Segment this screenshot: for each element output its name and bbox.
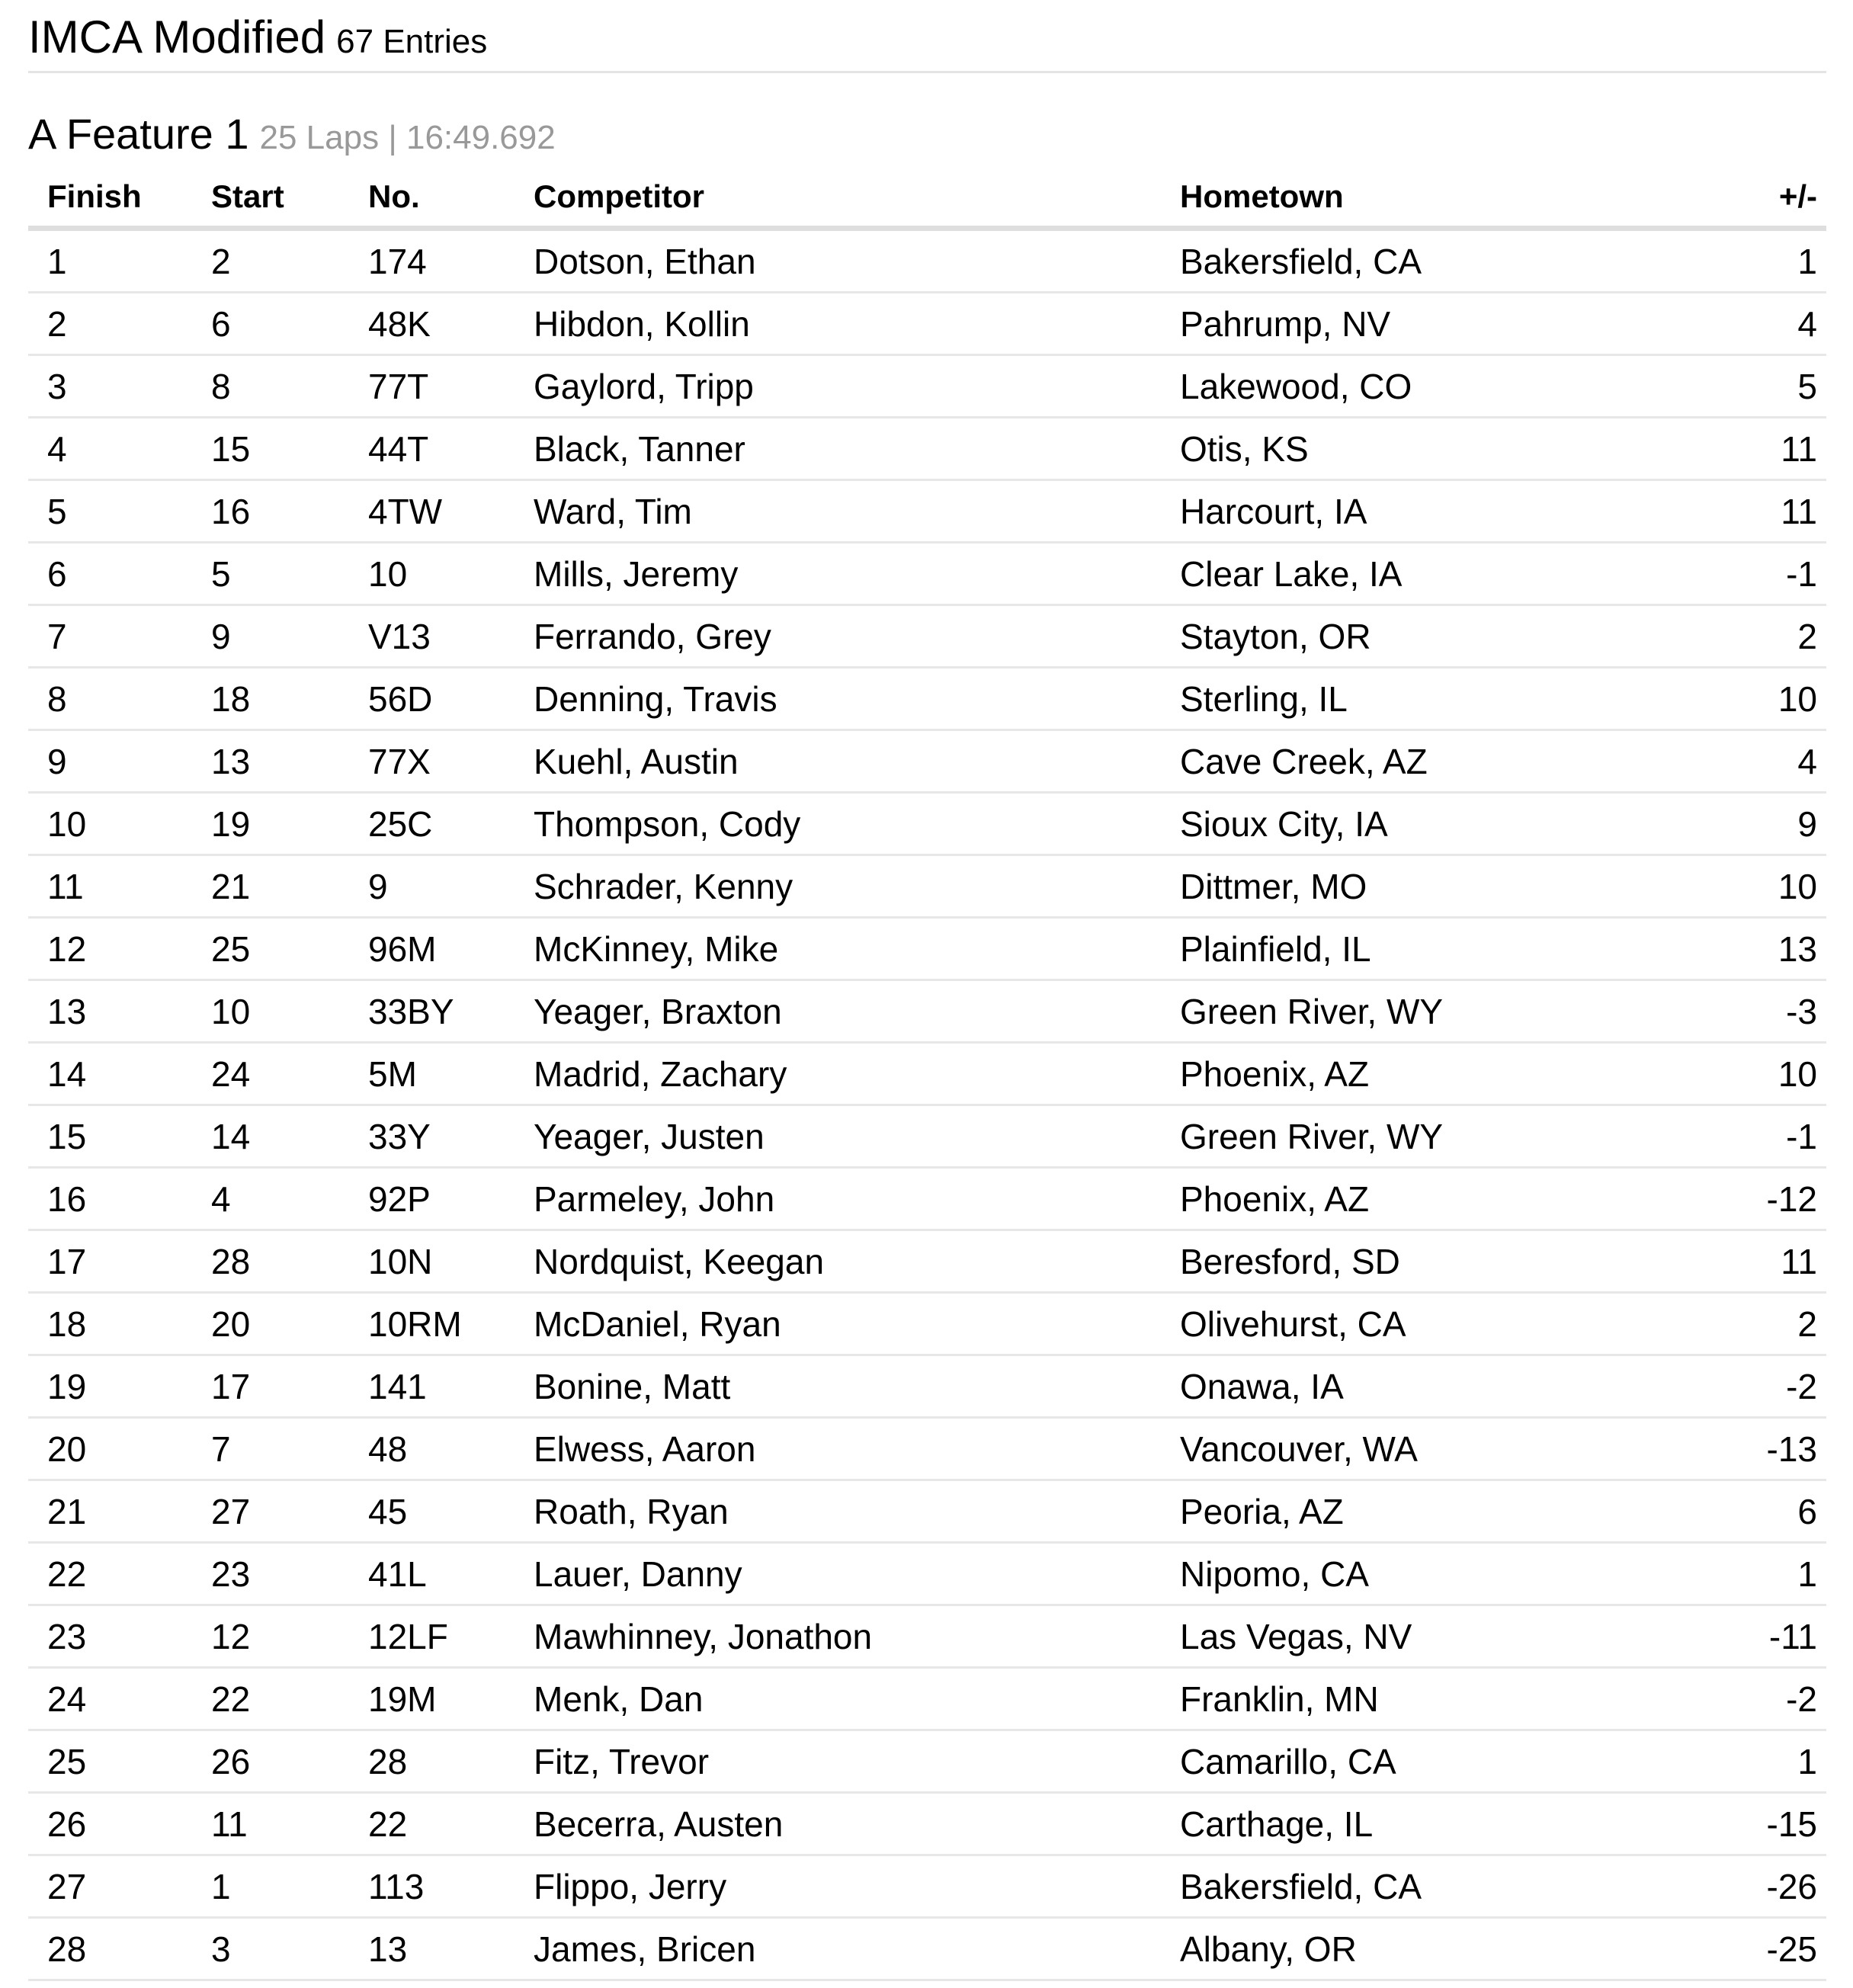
- table-row: [28, 605, 1826, 668]
- cell-plus-minus: 6: [1744, 1480, 1826, 1543]
- cell-finish: 2: [28, 293, 211, 355]
- cell-competitor: Denning, Travis: [534, 668, 1180, 730]
- cell-hometown: Bakersfield, CA: [1180, 1855, 1744, 1918]
- table-row: [28, 1105, 1826, 1168]
- cell-plus-minus: -25: [1744, 1918, 1826, 1980]
- cell-hometown: Clear Lake, IA: [1180, 543, 1744, 605]
- cell-number: 28: [368, 1730, 534, 1793]
- results-body: [28, 229, 1826, 1980]
- cell-start: 20: [211, 1293, 368, 1355]
- cell-start: 25: [211, 918, 368, 980]
- cell-start: 5: [211, 543, 368, 605]
- table-row: [28, 1855, 1826, 1918]
- table-row: [28, 1793, 1826, 1855]
- cell-plus-minus: 11: [1744, 1230, 1826, 1293]
- cell-competitor: Dotson, Ethan: [534, 229, 1180, 293]
- cell-competitor: Mawhinney, Jonathon: [534, 1605, 1180, 1668]
- cell-hometown: Carthage, IL: [1180, 1793, 1744, 1855]
- header-start: Start: [211, 174, 368, 229]
- cell-number: 19M: [368, 1668, 534, 1730]
- table-row: [28, 355, 1826, 418]
- cell-finish: 12: [28, 918, 211, 980]
- feature-meta: 25 Laps | 16:49.692: [259, 119, 556, 156]
- cell-start: 1: [211, 1855, 368, 1918]
- cell-finish: 16: [28, 1168, 211, 1230]
- cell-start: 15: [211, 418, 368, 480]
- header-number: No.: [368, 174, 534, 229]
- cell-start: 16: [211, 480, 368, 543]
- table-row: [28, 1480, 1826, 1543]
- cell-competitor: Kuehl, Austin: [534, 730, 1180, 793]
- cell-hometown: Beresford, SD: [1180, 1230, 1744, 1293]
- cell-start: 21: [211, 855, 368, 918]
- table-row: [28, 855, 1826, 918]
- table-row: [28, 793, 1826, 855]
- table-row: [28, 543, 1826, 605]
- cell-plus-minus: 10: [1744, 668, 1826, 730]
- cell-hometown: Otis, KS: [1180, 418, 1744, 480]
- cell-finish: 7: [28, 605, 211, 668]
- title-divider: [28, 71, 1826, 73]
- cell-start: 14: [211, 1105, 368, 1168]
- cell-start: 22: [211, 1668, 368, 1730]
- cell-hometown: Camarillo, CA: [1180, 1730, 1744, 1793]
- cell-finish: 26: [28, 1793, 211, 1855]
- cell-start: 28: [211, 1230, 368, 1293]
- cell-plus-minus: -15: [1744, 1793, 1826, 1855]
- cell-competitor: Bonine, Matt: [534, 1355, 1180, 1418]
- cell-plus-minus: 10: [1744, 855, 1826, 918]
- cell-number: 12LF: [368, 1605, 534, 1668]
- page-title: [28, 11, 1826, 63]
- cell-hometown: Sioux City, IA: [1180, 793, 1744, 855]
- cell-hometown: Bakersfield, CA: [1180, 229, 1744, 293]
- cell-number: 96M: [368, 918, 534, 980]
- table-row: [28, 293, 1826, 355]
- cell-plus-minus: -2: [1744, 1668, 1826, 1730]
- cell-number: 33Y: [368, 1105, 534, 1168]
- cell-start: 8: [211, 355, 368, 418]
- feature-name: A Feature 1: [28, 110, 249, 158]
- cell-competitor: Thompson, Cody: [534, 793, 1180, 855]
- cell-plus-minus: 4: [1744, 730, 1826, 793]
- cell-finish: 15: [28, 1105, 211, 1168]
- cell-competitor: Fitz, Trevor: [534, 1730, 1180, 1793]
- cell-finish: 25: [28, 1730, 211, 1793]
- cell-plus-minus: 5: [1744, 355, 1826, 418]
- table-row: [28, 418, 1826, 480]
- cell-hometown: Plainfield, IL: [1180, 918, 1744, 980]
- cell-finish: 19: [28, 1355, 211, 1418]
- cell-start: 13: [211, 730, 368, 793]
- cell-plus-minus: 13: [1744, 918, 1826, 980]
- table-row: [28, 1230, 1826, 1293]
- cell-finish: 1: [28, 229, 211, 293]
- cell-competitor: Hibdon, Kollin: [534, 293, 1180, 355]
- cell-start: 17: [211, 1355, 368, 1418]
- cell-start: 18: [211, 668, 368, 730]
- cell-number: 48K: [368, 293, 534, 355]
- cell-hometown: Las Vegas, NV: [1180, 1605, 1744, 1668]
- entries-count: 67 Entries: [336, 23, 488, 60]
- cell-number: 5M: [368, 1043, 534, 1105]
- cell-start: 7: [211, 1418, 368, 1480]
- cell-finish: 8: [28, 668, 211, 730]
- cell-hometown: Lakewood, CO: [1180, 355, 1744, 418]
- cell-number: 77X: [368, 730, 534, 793]
- cell-competitor: Menk, Dan: [534, 1668, 1180, 1730]
- cell-finish: 23: [28, 1605, 211, 1668]
- cell-hometown: Green River, WY: [1180, 1105, 1744, 1168]
- cell-start: 3: [211, 1918, 368, 1980]
- cell-finish: 11: [28, 855, 211, 918]
- cell-number: 92P: [368, 1168, 534, 1230]
- cell-finish: 13: [28, 980, 211, 1043]
- cell-number: 44T: [368, 418, 534, 480]
- cell-finish: 10: [28, 793, 211, 855]
- cell-finish: 5: [28, 480, 211, 543]
- cell-finish: 3: [28, 355, 211, 418]
- table-row: [28, 1918, 1826, 1980]
- cell-hometown: Pahrump, NV: [1180, 293, 1744, 355]
- cell-competitor: McKinney, Mike: [534, 918, 1180, 980]
- cell-plus-minus: -11: [1744, 1605, 1826, 1668]
- cell-plus-minus: -1: [1744, 543, 1826, 605]
- cell-hometown: Albany, OR: [1180, 1918, 1744, 1980]
- cell-number: 174: [368, 229, 534, 293]
- cell-number: 41L: [368, 1543, 534, 1605]
- cell-hometown: Onawa, IA: [1180, 1355, 1744, 1418]
- cell-competitor: Parmeley, John: [534, 1168, 1180, 1230]
- cell-competitor: Yeager, Braxton: [534, 980, 1180, 1043]
- cell-competitor: Ferrando, Grey: [534, 605, 1180, 668]
- cell-plus-minus: -26: [1744, 1855, 1826, 1918]
- cell-plus-minus: -13: [1744, 1418, 1826, 1480]
- cell-competitor: Roath, Ryan: [534, 1480, 1180, 1543]
- cell-number: 13: [368, 1918, 534, 1980]
- cell-competitor: Ward, Tim: [534, 480, 1180, 543]
- cell-start: 4: [211, 1168, 368, 1230]
- header-competitor: Competitor: [534, 174, 1180, 229]
- cell-plus-minus: -2: [1744, 1355, 1826, 1418]
- cell-start: 27: [211, 1480, 368, 1543]
- cell-competitor: Nordquist, Keegan: [534, 1230, 1180, 1293]
- cell-number: 25C: [368, 793, 534, 855]
- cell-hometown: Green River, WY: [1180, 980, 1744, 1043]
- cell-number: 9: [368, 855, 534, 918]
- cell-competitor: Yeager, Justen: [534, 1105, 1180, 1168]
- cell-plus-minus: 9: [1744, 793, 1826, 855]
- table-row: [28, 1543, 1826, 1605]
- cell-competitor: Madrid, Zachary: [534, 1043, 1180, 1105]
- cell-number: 33BY: [368, 980, 534, 1043]
- cell-start: 11: [211, 1793, 368, 1855]
- cell-competitor: Elwess, Aaron: [534, 1418, 1180, 1480]
- cell-competitor: Flippo, Jerry: [534, 1855, 1180, 1918]
- cell-plus-minus: -12: [1744, 1168, 1826, 1230]
- table-row: [28, 1168, 1826, 1230]
- table-row: [28, 1418, 1826, 1480]
- cell-competitor: Mills, Jeremy: [534, 543, 1180, 605]
- table-row: [28, 1668, 1826, 1730]
- cell-start: 23: [211, 1543, 368, 1605]
- cell-number: 141: [368, 1355, 534, 1418]
- class-name: IMCA Modified: [28, 11, 326, 63]
- table-row: [28, 918, 1826, 980]
- cell-number: 56D: [368, 668, 534, 730]
- table-row: [28, 1043, 1826, 1105]
- cell-competitor: James, Bricen: [534, 1918, 1180, 1980]
- cell-plus-minus: 11: [1744, 480, 1826, 543]
- cell-hometown: Phoenix, AZ: [1180, 1043, 1744, 1105]
- cell-number: V13: [368, 605, 534, 668]
- cell-number: 10N: [368, 1230, 534, 1293]
- cell-start: 12: [211, 1605, 368, 1668]
- cell-competitor: Gaylord, Tripp: [534, 355, 1180, 418]
- cell-number: 45: [368, 1480, 534, 1543]
- cell-competitor: Black, Tanner: [534, 418, 1180, 480]
- cell-finish: 9: [28, 730, 211, 793]
- cell-plus-minus: -1: [1744, 1105, 1826, 1168]
- results-table: [28, 174, 1826, 1981]
- header-row: [28, 174, 1826, 229]
- table-row: [28, 1605, 1826, 1668]
- cell-hometown: Vancouver, WA: [1180, 1418, 1744, 1480]
- table-row: [28, 730, 1826, 793]
- cell-finish: 4: [28, 418, 211, 480]
- cell-hometown: Phoenix, AZ: [1180, 1168, 1744, 1230]
- cell-start: 26: [211, 1730, 368, 1793]
- table-row: [28, 229, 1826, 293]
- table-row: [28, 980, 1826, 1043]
- cell-plus-minus: 2: [1744, 1293, 1826, 1355]
- cell-plus-minus: 1: [1744, 1730, 1826, 1793]
- cell-competitor: McDaniel, Ryan: [534, 1293, 1180, 1355]
- cell-start: 24: [211, 1043, 368, 1105]
- cell-plus-minus: -3: [1744, 980, 1826, 1043]
- cell-finish: 28: [28, 1918, 211, 1980]
- cell-number: 10RM: [368, 1293, 534, 1355]
- cell-plus-minus: 1: [1744, 1543, 1826, 1605]
- cell-hometown: Nipomo, CA: [1180, 1543, 1744, 1605]
- cell-plus-minus: 11: [1744, 418, 1826, 480]
- cell-finish: 22: [28, 1543, 211, 1605]
- header-hometown: Hometown: [1180, 174, 1744, 229]
- cell-plus-minus: 10: [1744, 1043, 1826, 1105]
- cell-hometown: Peoria, AZ: [1180, 1480, 1744, 1543]
- table-row: [28, 480, 1826, 543]
- cell-number: 113: [368, 1855, 534, 1918]
- cell-start: 10: [211, 980, 368, 1043]
- header-plus-minus: +/-: [1744, 174, 1826, 229]
- cell-start: 9: [211, 605, 368, 668]
- cell-competitor: Becerra, Austen: [534, 1793, 1180, 1855]
- table-row: [28, 1355, 1826, 1418]
- cell-number: 4TW: [368, 480, 534, 543]
- cell-finish: 27: [28, 1855, 211, 1918]
- cell-hometown: Stayton, OR: [1180, 605, 1744, 668]
- cell-finish: 17: [28, 1230, 211, 1293]
- cell-plus-minus: 2: [1744, 605, 1826, 668]
- cell-start: 19: [211, 793, 368, 855]
- header-finish: Finish: [28, 174, 211, 229]
- cell-start: 2: [211, 229, 368, 293]
- cell-number: 77T: [368, 355, 534, 418]
- cell-hometown: Cave Creek, AZ: [1180, 730, 1744, 793]
- cell-competitor: Lauer, Danny: [534, 1543, 1180, 1605]
- cell-hometown: Olivehurst, CA: [1180, 1293, 1744, 1355]
- cell-plus-minus: 1: [1744, 229, 1826, 293]
- cell-competitor: Schrader, Kenny: [534, 855, 1180, 918]
- table-row: [28, 1293, 1826, 1355]
- table-row: [28, 1730, 1826, 1793]
- cell-plus-minus: 4: [1744, 293, 1826, 355]
- cell-hometown: Sterling, IL: [1180, 668, 1744, 730]
- cell-finish: 18: [28, 1293, 211, 1355]
- cell-finish: 14: [28, 1043, 211, 1105]
- cell-number: 22: [368, 1793, 534, 1855]
- section-title: [28, 110, 1826, 158]
- cell-number: 10: [368, 543, 534, 605]
- cell-hometown: Dittmer, MO: [1180, 855, 1744, 918]
- table-row: [28, 668, 1826, 730]
- cell-number: 48: [368, 1418, 534, 1480]
- cell-hometown: Franklin, MN: [1180, 1668, 1744, 1730]
- cell-finish: 6: [28, 543, 211, 605]
- cell-finish: 20: [28, 1418, 211, 1480]
- cell-finish: 21: [28, 1480, 211, 1543]
- cell-start: 6: [211, 293, 368, 355]
- cell-finish: 24: [28, 1668, 211, 1730]
- cell-hometown: Harcourt, IA: [1180, 480, 1744, 543]
